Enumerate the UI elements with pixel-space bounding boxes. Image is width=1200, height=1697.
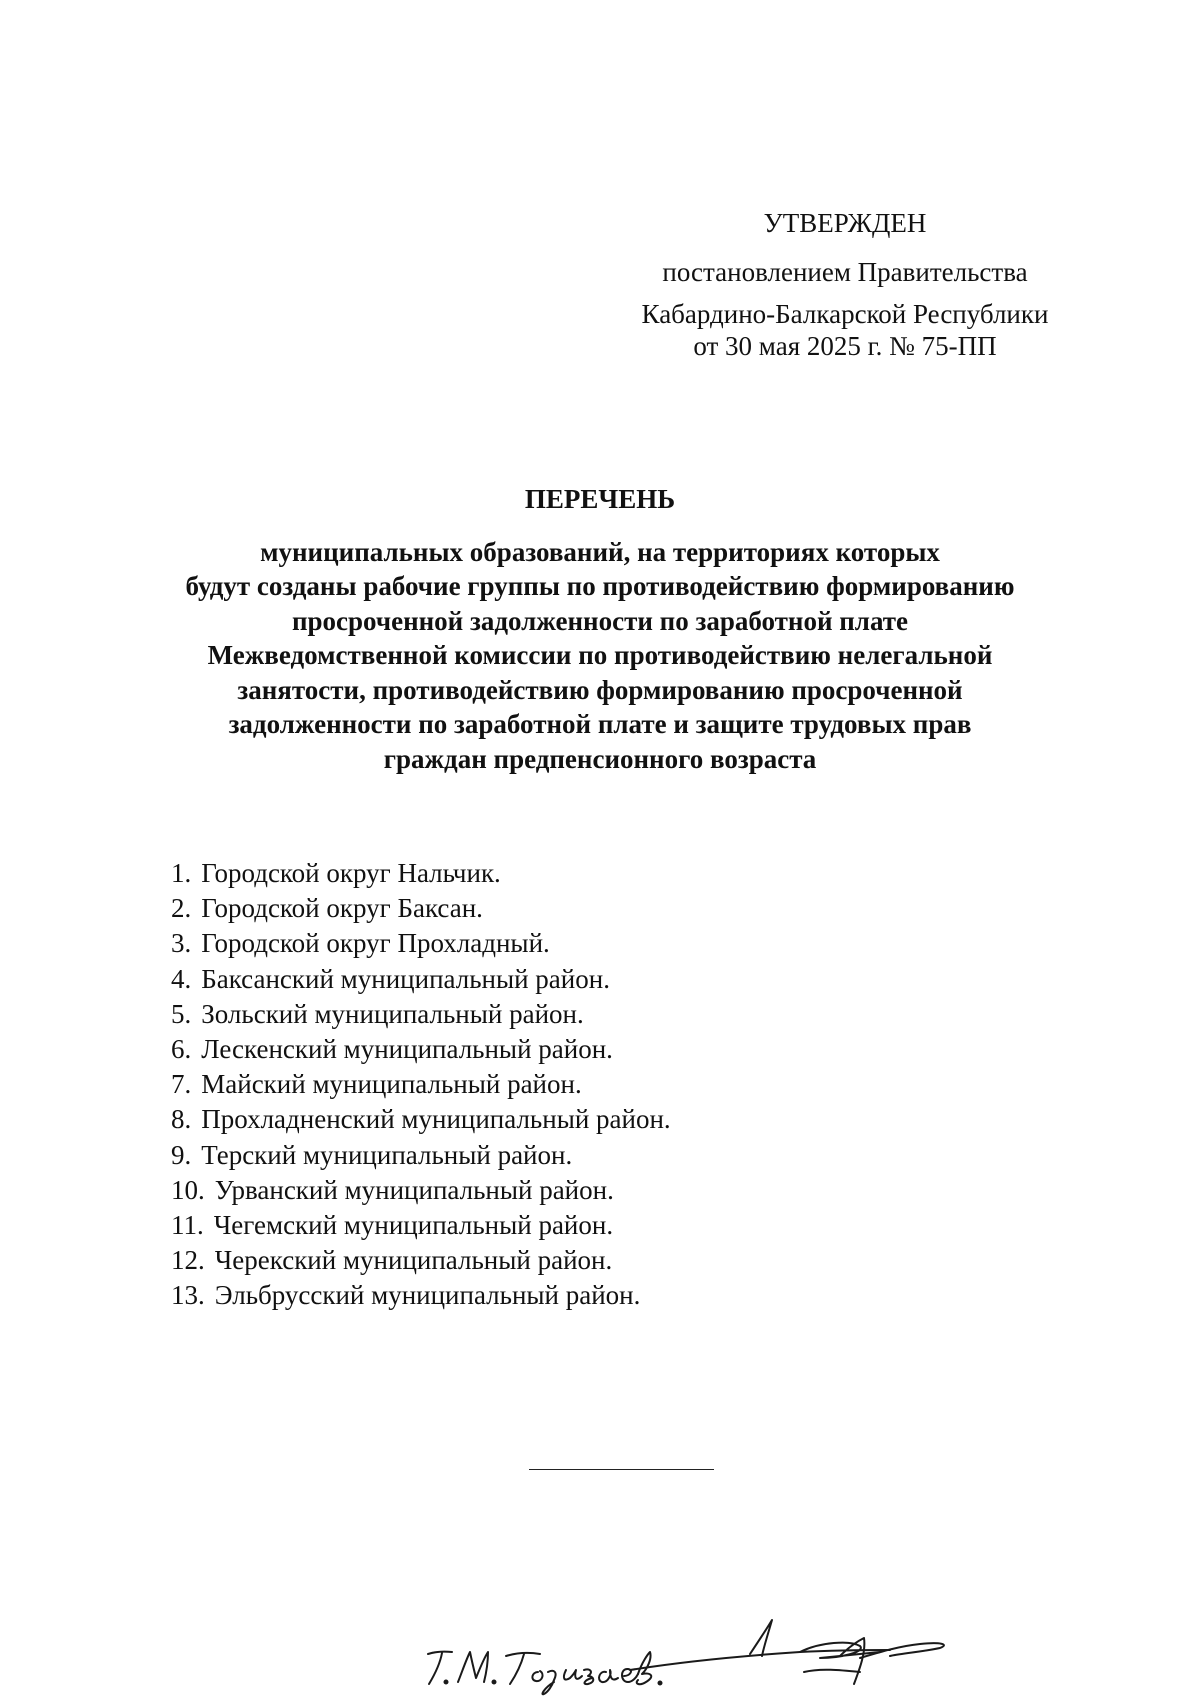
item-number: 11. [171,1210,204,1241]
end-divider [529,1469,714,1470]
item-text: Терский муниципальный район. [201,1139,573,1170]
list-item [171,1208,671,1243]
list-item [171,1032,671,1067]
list-item [171,926,671,961]
subtitle-line: Межведомственной комиссии по противодействию нелегальной [207,640,993,670]
item-text: Эльбрусский муниципальный район. [214,1280,641,1311]
document-title: ПЕРЕЧЕНЬ [524,484,676,514]
item-text: Городской округ Нальчик. [201,858,501,888]
item-text: Чегемский муниципальный район. [213,1210,614,1241]
subtitle-line: будут созданы рабочие группы по противодействию формированию [185,571,1015,601]
item-number: 13. [171,1280,205,1311]
list-item [171,1278,671,1313]
item-text: Городской округ Прохладный. [201,928,550,959]
list-item [171,962,671,997]
approval-date-number-line: от 30 мая 2025 г. № 75-ПП [693,331,997,361]
item-number: 12. [171,1245,205,1276]
item-number: 10. [171,1174,205,1205]
item-number: 5. [171,998,192,1029]
list-item [171,997,671,1032]
item-text: Зольский муниципальный район. [201,998,584,1029]
municipality-list [171,856,671,1314]
list-item [171,856,671,891]
subtitle-line: муниципальных образований, на территориях которых [260,536,940,567]
item-number: 3. [171,928,192,959]
approval-heading: УТВЕРЖДЕН [763,208,927,238]
approval-government-line: Кабардино-Балкарской Республики [641,299,1049,329]
subtitle-line: просроченной задолженности по заработной плате [291,605,909,636]
document-title-block [100,482,1100,776]
item-text: Баксанский муниципальный район. [201,963,610,994]
item-text: Городской округ Баксан. [201,893,483,924]
item-text: Черекский муниципальный район. [214,1245,613,1276]
list-item [171,1102,671,1137]
list-item [171,1243,671,1278]
item-number: 1. [171,858,192,888]
item-text: Прохладненский муниципальный район. [201,1104,671,1135]
item-number: 6. [171,1034,192,1065]
item-text: Лескенский муниципальный район. [201,1034,613,1065]
item-text: Урванский муниципальный район. [214,1174,614,1205]
item-number: 4. [171,963,192,994]
list-item [171,891,671,926]
subtitle-line: занятости, противодействию формированию просроченной [237,674,963,705]
item-text: Майский муниципальный район. [201,1069,582,1100]
item-number: 9. [171,1139,192,1170]
handwritten-signature [420,1612,980,1697]
subtitle-line: задолженности по заработной плате и защите трудовых прав [228,709,972,739]
item-number: 8. [171,1104,192,1135]
list-item [171,1138,671,1173]
item-number: 2. [171,893,192,924]
approval-resolution-line: постановлением Правительства [662,257,1028,287]
item-number: 7. [171,1069,192,1100]
subtitle-line: граждан предпенсионного возраста [383,743,817,774]
document-subtitle [100,535,1100,777]
list-item [171,1173,671,1208]
list-item [171,1067,671,1102]
